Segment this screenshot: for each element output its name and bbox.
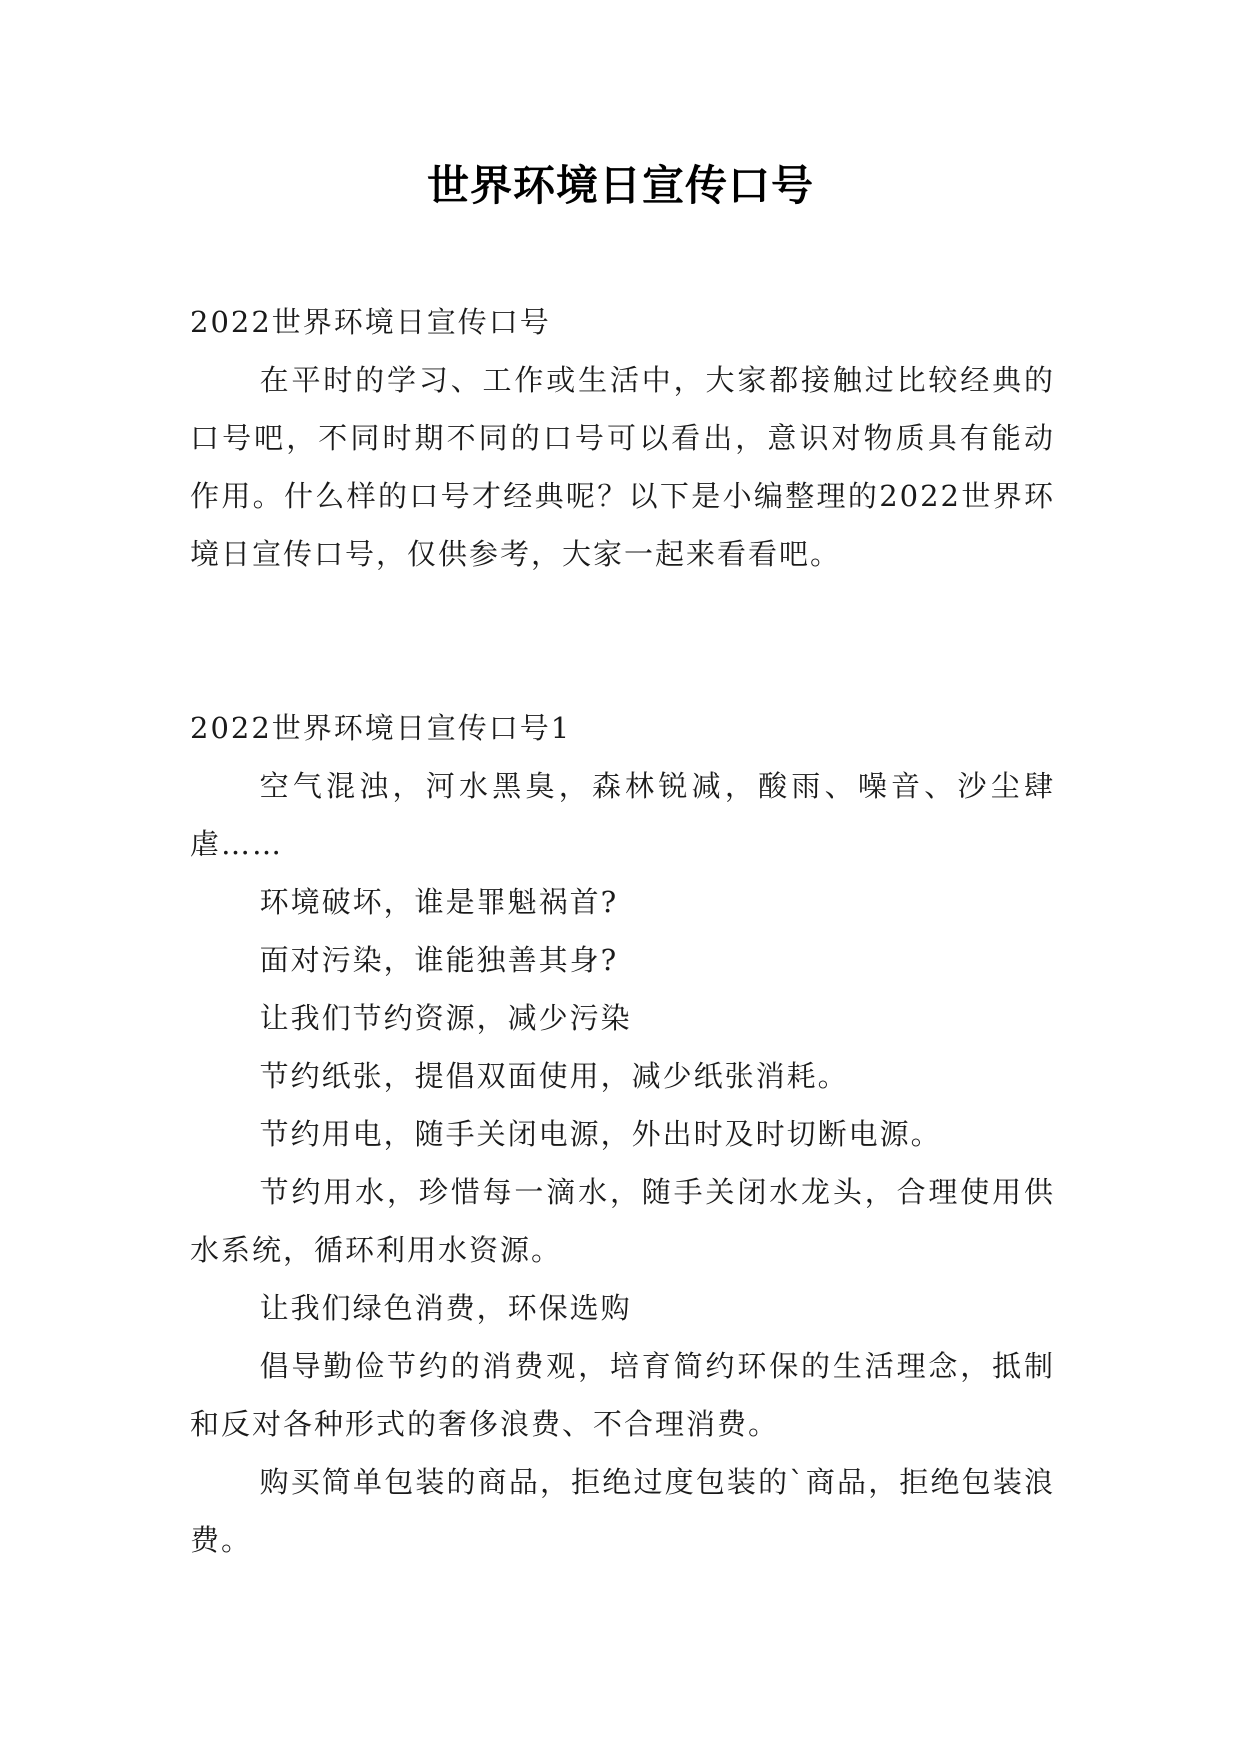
document-title: 世界环境日宣传口号: [426, 161, 814, 210]
body-paragraph: 节约用水，珍惜每一滴水，随手关闭水龙头，合理使用供水系统，循环利用水资源。: [190, 1175, 1055, 1267]
document-body: [190, 293, 1055, 1569]
section-heading: 2022世界环境日宣传口号: [190, 305, 551, 339]
section-heading: 2022世界环境日宣传口号1: [190, 711, 572, 745]
body-paragraph: 购买简单包装的商品，拒绝过度包装的`商品，拒绝包装浪费。: [190, 1465, 1055, 1557]
body-paragraph: 环境破坏，谁是罪魁祸首?: [259, 885, 619, 919]
intro-paragraph: 在平时的学习、工作或生活中，大家都接触过比较经典的口号吧，不同时期不同的口号可以看出，意识对物质具有能动作用。什么样的口号才经典呢？以下是小编整理的2022世界环境日宣传口号，仅供参考，大家一起来看看吧。: [190, 363, 1055, 571]
body-paragraph: 空气混浊，河水黑臭，森林锐减，酸雨、噪音、沙尘肆虐……: [190, 769, 1055, 861]
section-spacer: [190, 583, 1055, 699]
body-paragraph: 让我们节约资源，减少污染: [259, 1001, 632, 1035]
body-paragraph: 让我们绿色消费，环保选购: [259, 1291, 632, 1325]
body-paragraph: 节约纸张，提倡双面使用，减少纸张消耗。: [259, 1059, 849, 1093]
body-paragraph: 面对污染，谁能独善其身?: [259, 943, 619, 977]
body-paragraph: 节约用电，随手关闭电源，外出时及时切断电源。: [259, 1117, 942, 1151]
body-paragraph: 倡导勤俭节约的消费观，培育简约环保的生活理念，抵制和反对各种形式的奢侈浪费、不合理消费。: [190, 1349, 1055, 1441]
